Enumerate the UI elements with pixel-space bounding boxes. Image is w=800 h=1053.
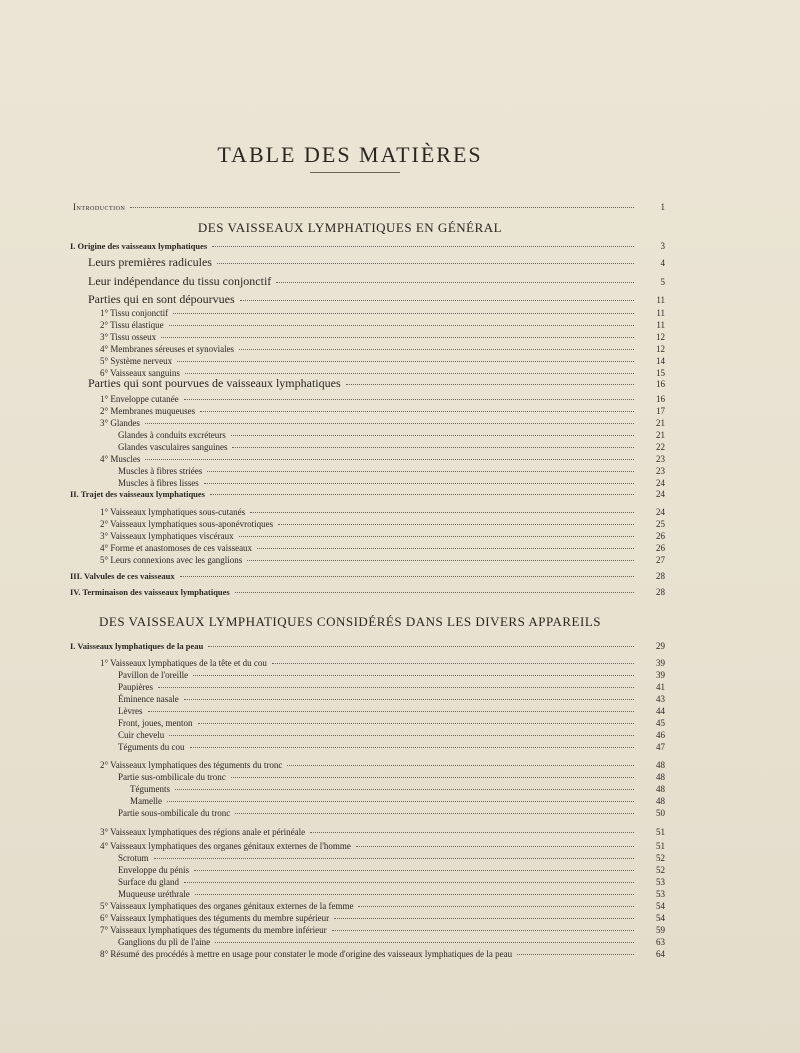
toc-leader-dots [239,526,634,537]
toc-entry-page: 24 [656,507,665,517]
toc-entry-title: 3° Glandes [100,418,140,428]
toc-leader-dots [145,413,634,424]
toc-leader-dots [169,315,634,326]
toc-leader-dots [180,566,634,577]
toc-entry-page: 22 [656,442,665,452]
toc-leader-dots [154,848,635,859]
toc-entry-page: 26 [656,543,665,553]
toc-entry-page: 3 [660,241,665,251]
toc-entry-page: 14 [656,356,665,366]
toc-entry-title: 6° Vaisseaux lymphatiques des téguments du membre supérieur [100,913,330,923]
toc-entry-page: 21 [656,418,665,428]
toc-entry-page: 26 [656,531,665,541]
toc-leader-dots [169,725,634,736]
toc-entry [0,238,665,252]
toc-leader-dots [130,197,634,208]
toc-leader-dots [235,582,634,593]
toc-entry-title: 1° Vaisseaux lymphatiques sous-cutanés [100,507,246,517]
toc-leader-dots [231,425,634,436]
toc-leader-dots [215,932,634,943]
toc-leader-dots [207,461,634,472]
toc-entry-page: 4 [660,258,665,268]
toc-entry-title: Partie sous-ombilicale du tronc [118,808,231,818]
page-title: TABLE DES MATIÈRES [217,142,483,167]
toc-leader-dots [358,896,634,907]
toc-leader-dots [517,944,634,955]
toc-entry-page: 15 [656,368,665,378]
toc-entry-title: 5° Système nerveux [100,356,173,366]
toc-leader-dots [184,689,634,700]
toc-leader-dots [210,484,634,495]
toc-entry-page: 50 [656,808,665,818]
toc-entry-page: 47 [656,742,665,752]
toc-entry [0,552,665,566]
toc-entry-page: 16 [656,394,665,404]
toc-entry [0,946,665,960]
toc-entry-page: 5 [660,277,665,287]
toc-entry-title: II. Trajet des vaisseaux lymphatiques [70,489,205,499]
toc-leader-dots [250,502,634,513]
toc-leader-dots [175,779,634,790]
toc-leader-dots [194,860,634,871]
toc-entry-page: 16 [656,379,665,389]
toc-entry-title: Parties qui en sont dépourvues [88,292,235,306]
toc-entry-page: 11 [656,308,665,318]
toc-entry-page: 24 [656,478,665,488]
toc-entry-title: Ganglions du pli de l'aine [118,937,211,947]
toc-entry-page: 27 [656,555,665,565]
toc-leader-dots [272,653,634,664]
toc-entry-page: 48 [656,772,665,782]
toc-entry [0,805,665,819]
toc-entry [0,199,665,213]
toc-entry-title: 8° Résumé des procédés à mettre en usage pour constater le mode d'origine des vaisseaux lymphatiques de la peau [100,949,513,959]
toc-entry-page: 12 [656,332,665,342]
toc-entry-title: I. Origine des vaisseaux lymphatiques [70,241,208,251]
toc-leader-dots [276,272,634,283]
toc-leader-dots [257,538,634,549]
toc-entry-page: 53 [656,877,665,887]
toc-leader-dots [145,449,634,460]
toc-entry-title: 1° Vaisseaux lymphatiques de la tête et du cou [100,658,267,668]
toc-entry-page: 45 [656,718,665,728]
toc-entry [0,568,665,582]
toc-leader-dots [161,327,634,338]
toc-entry [0,739,665,753]
toc-entry-page: 54 [656,901,665,911]
toc-entry-page: 46 [656,730,665,740]
toc-entry-title: 5° Leurs connexions avec les ganglions [100,555,243,565]
toc-entry-title: 2° Tissu élastique [100,320,164,330]
toc-entry-title: 4° Forme et anastomoses de ces vaisseaux [100,543,253,553]
toc-entry-page: 48 [656,760,665,770]
toc-entry-page: 1 [660,202,665,212]
toc-entry-title: 2° Vaisseaux lymphatiques sous-aponévrotiques [100,519,274,529]
toc-entry-title: Lèvres [118,706,143,716]
toc-entry-title: Pavillon de l'oreille [118,670,189,680]
section-heading-general: DES VAISSEAUX LYMPHATIQUES EN GÉNÉRAL [197,220,503,235]
toc-entry-title: Éminence nasale [118,694,179,704]
toc-leader-dots [310,822,634,833]
toc-leader-dots [240,290,634,301]
toc-entry-title: III. Valvules de ces vaisseaux [70,571,175,581]
toc-leader-dots [334,908,634,919]
toc-entry [0,584,665,598]
toc-entry-title: Parties qui sont pourvues de vaisseaux lymphatiques [88,376,341,390]
toc-leader-dots [247,550,634,561]
toc-entry-title: Téguments du cou [118,742,185,752]
toc-entry-title: Leur indépendance du tissu conjonctif [88,274,272,288]
toc-entry-page: 44 [656,706,665,716]
toc-entry [0,486,665,500]
toc-leader-dots [231,767,634,778]
toc-leader-dots [198,713,635,724]
toc-entry-page: 12 [656,344,665,354]
toc-leader-dots [177,351,634,362]
toc-entry-title: I. Vaisseaux lymphatiques de la peau [70,641,204,651]
toc-entry-title: 3° Vaisseaux lymphatiques des régions anale et périnéale [100,827,306,837]
toc-leader-dots [190,737,635,748]
toc-leader-dots [239,339,634,350]
toc-entry-page: 11 [656,295,665,305]
toc-entry-title: 6° Vaisseaux sanguins [100,368,180,378]
toc-entry-page: 63 [656,937,665,947]
toc-entry-page: 23 [656,466,665,476]
toc-leader-dots [235,803,634,814]
toc-entry-title: 4° Vaisseaux lymphatiques des organes génitaux externes de l'homme [100,841,351,851]
toc-entry-page: 41 [656,682,665,692]
toc-leader-dots [173,303,634,314]
toc-entry-title: 7° Vaisseaux lymphatiques des téguments du membre inférieur [100,925,327,935]
toc-leader-dots [158,677,634,688]
toc-leader-dots [287,755,634,766]
toc-entry-page: 43 [656,694,665,704]
toc-leader-dots [356,836,634,847]
toc-entry-page: 48 [656,796,665,806]
toc-entry-page: 28 [656,587,665,597]
toc-entry-title: Muscles à fibres lisses [118,478,199,488]
title-underline [310,172,400,173]
toc-entry-page: 28 [656,571,665,581]
toc-leader-dots [212,236,634,247]
toc-leader-dots [185,363,634,374]
toc-entry-title: 3° Tissu osseux [100,332,157,342]
toc-entry-title: Leurs premières radicules [88,255,212,269]
toc-entry-page: 11 [656,320,665,330]
toc-leader-dots [184,389,634,400]
toc-entry-title: Partie sus-ombilicale du tronc [118,772,226,782]
toc-entry-title: Paupières [118,682,153,692]
toc-leader-dots [195,884,634,895]
toc-entry-page: 48 [656,784,665,794]
toc-entry-page: 53 [656,889,665,899]
toc-entry-title: 4° Muscles [100,454,141,464]
toc-entry [0,274,665,288]
toc-entry-page: 23 [656,454,665,464]
toc-entry [0,638,665,652]
toc-leader-dots [200,401,634,412]
toc-entry-page: 64 [656,949,665,959]
toc-entry-page: 21 [656,430,665,440]
toc-entry-page: 39 [656,670,665,680]
toc-entry-page: 25 [656,519,665,529]
toc-entry-title: IV. Terminaison des vaisseaux lymphatiques [70,587,230,597]
toc-entry-title: Muscles à fibres striées [118,466,203,476]
toc-entry-title: 1° Enveloppe cutanée [100,394,179,404]
toc-entry-title: Surface du gland [118,877,179,887]
toc-leader-dots [332,920,634,931]
toc-entry-page: 29 [656,641,665,651]
toc-entry-page: 39 [656,658,665,668]
toc-entry [0,376,665,390]
toc-entry-page: 59 [656,925,665,935]
toc-entry-title: Glandes à conduits excréteurs [118,430,226,440]
toc-entry-page: 52 [656,865,665,875]
toc-entry-title: 5° Vaisseaux lymphatiques des organes génitaux externes de la femme [100,901,354,911]
toc-leader-dots [208,636,634,647]
toc-leader-dots [232,437,634,448]
toc-entry-title: Enveloppe du pénis [118,865,189,875]
toc-entry-title: Glandes vasculaires sanguines [118,442,228,452]
toc-leader-dots [167,791,634,802]
toc-entry-title: Téguments [130,784,170,794]
toc-entry-page: 52 [656,853,665,863]
section-heading-appareils: DES VAISSEAUX LYMPHATIQUES CONSIDÉRÉS DANS LES DIVERS APPAREILS [98,614,601,629]
toc-entry-page: 51 [656,827,665,837]
toc-leader-dots [346,374,634,385]
toc-entry [0,255,665,269]
toc-leader-dots [148,701,635,712]
toc-entry-title: Front, joues, menton [118,718,193,728]
toc-entry-title: 3° Vaisseaux lymphatiques viscéraux [100,531,234,541]
toc-leader-dots [217,253,634,264]
toc-entry-title: 2° Membranes muqueuses [100,406,196,416]
toc-entry-title: 1° Tissu conjonctif [100,308,169,318]
toc-entry-title: Cuir chevelu [118,730,165,740]
toc-entry-title: 2° Vaisseaux lymphatiques des téguments du tronc [100,760,283,770]
toc-entry-page: 54 [656,913,665,923]
toc-entry-title: Scrotum [118,853,149,863]
toc-leader-dots [184,872,634,883]
toc-leader-dots [193,665,634,676]
toc-leader-dots [278,514,634,525]
toc-entry-title: Mamelle [130,796,162,806]
toc-entry-page: 17 [656,406,665,416]
toc-entry-title: Muqueuse uréthrale [118,889,190,899]
toc-entry-page: 51 [656,841,665,851]
toc-entry-title: 4° Membranes séreuses et synoviales [100,344,235,354]
toc-entry-title: Introduction [73,202,126,212]
toc-leader-dots [204,473,634,484]
toc-entry-page: 24 [656,489,665,499]
